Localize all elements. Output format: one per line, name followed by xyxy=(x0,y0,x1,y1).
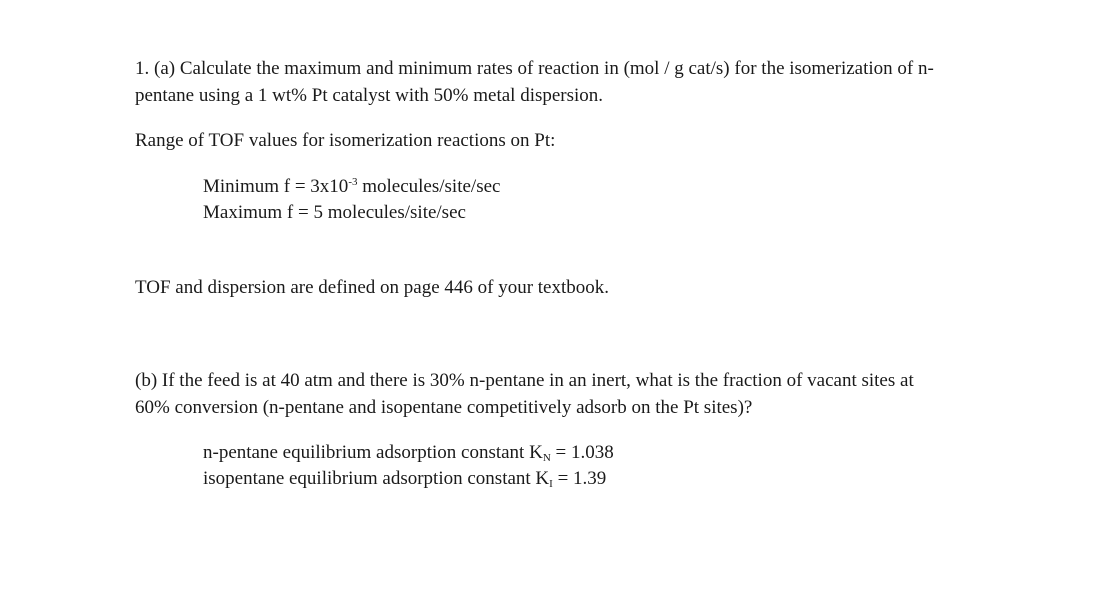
tof-minimum-exponent: -3 xyxy=(348,176,358,188)
tof-maximum: Maximum f = 5 molecules/site/sec xyxy=(203,202,466,223)
part-b-question-line-2: 60% conversion (n-pentane and isopentane competitively adsorb on the Pt sites)? xyxy=(135,397,753,418)
tof-range-heading: Range of TOF values for isomerization reactions on Pt: xyxy=(135,130,556,151)
part-a-question xyxy=(135,55,934,109)
kn-prefix: n-pentane equilibrium adsorption constant K xyxy=(203,442,543,463)
tof-minimum-suffix: molecules/site/sec xyxy=(357,176,501,197)
kn-suffix: = 1.038 xyxy=(550,442,614,463)
ki-suffix: = 1.39 xyxy=(552,468,607,489)
part-b-question-line-1: (b) If the feed is at 40 atm and there is 30% n-pentane in an inert, what is the fraction of vacant sites at xyxy=(135,370,914,391)
ki-subscript: I xyxy=(549,478,553,490)
tof-values xyxy=(203,174,500,226)
kn-subscript: N xyxy=(542,452,551,464)
adsorption-constants xyxy=(203,440,614,492)
part-b-question xyxy=(135,367,914,421)
kn-constant xyxy=(203,440,614,466)
tof-dispersion-note: TOF and dispersion are defined on page 446 of your textbook. xyxy=(135,277,610,298)
part-a-question-line-1: 1. (a) Calculate the maximum and minimum rates of reaction in (mol / g cat/s) for the isomerization of n- xyxy=(135,58,934,79)
ki-prefix: isopentane equilibrium adsorption constant K xyxy=(203,468,550,489)
tof-minimum xyxy=(203,174,500,200)
part-a-question-line-2: pentane using a 1 wt% Pt catalyst with 50% metal dispersion. xyxy=(135,85,604,106)
tof-minimum-prefix: Minimum f = 3x10 xyxy=(203,176,349,197)
ki-constant xyxy=(203,466,614,492)
